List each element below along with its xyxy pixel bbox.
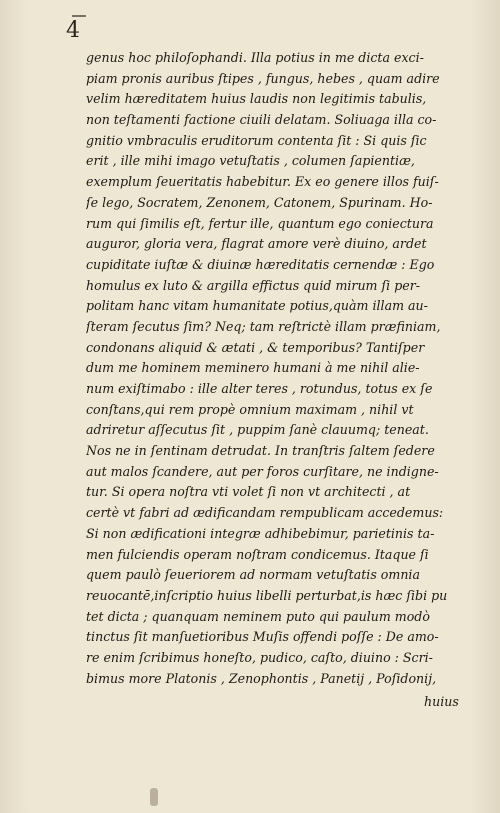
text-line: tet dicta ; quanquam neminem puto qui paulum modò: [86, 608, 430, 624]
text-line: tur. Si opera noſtra vti volet ſi non vt architecti , at: [86, 484, 411, 500]
text-line: aut malos ſcandere, aut per foros curſitare, ne indigne-: [86, 463, 439, 479]
text-line: reuocantē,inſcriptio huius libelli perturbat,is hæc ſibi pu: [86, 587, 448, 603]
text-line: cupiditate iuſtæ & diuinæ hæreditatis cernendæ : Ego: [86, 256, 435, 272]
text-line: tinctus ſit manſuetioribus Muſis offendi poſſe : De amo-: [86, 629, 439, 645]
text-line: auguror, gloria vera, flagrat amore verè diuino, ardet: [86, 236, 427, 252]
text-line: exemplum ſeueritatis habebitur. Ex eo genere illos fuiſ-: [86, 174, 439, 190]
text-line: adriretur aſſecutus ſit , puppim ſanè clauumq; teneat.: [86, 422, 429, 438]
text-line: politam hanc vitam humanitate potius,quàm illam au-: [86, 298, 428, 314]
text-line: non teſtamenti factione ciuili delatam. Soliuaga illa co-: [86, 112, 437, 128]
text-line: gnitio vmbraculis eruditorum contenta ſit : Si quis ſic: [86, 132, 427, 148]
text-line: erit , ille mihi imago vetuſtatis , columen ſapientiæ,: [86, 153, 415, 169]
ink-mark: [72, 15, 86, 17]
text-line: homulus ex luto & argilla effictus quid mirum ſi per-: [86, 277, 420, 293]
text-line: genus hoc philoſophandi. Illa potius in me dicta exci-: [86, 50, 424, 65]
text-line: re enim ſcribimus honeſto, pudico, caſto, diuino : Scri-: [86, 649, 433, 665]
text-line: condonans aliquid & ætati , & temporibus? Tantiſper: [86, 339, 425, 355]
body-text: [86, 48, 466, 689]
text-line: men fulciendis operam noſtram condicemus. Itaque ſi: [86, 546, 429, 562]
text-line: piam pronis auribus ſtipes , fungus, hebes , quam adire: [86, 70, 440, 86]
text-line: Nos ne in ſentinam detrudat. In tranſtris ſaltem ſedere: [86, 443, 435, 459]
text-line: certè vt fabri ad ædificandam rempublicam accedemus:: [86, 505, 444, 521]
ink-smudge: [150, 788, 158, 806]
catchword: huius: [424, 694, 459, 709]
text-line: velim hæreditatem huius laudis non legitimis tabulis,: [86, 91, 427, 107]
text-line: quem paulò ſeueriorem ad normam vetuſtatis omnia: [86, 567, 420, 583]
page-number: 4: [66, 18, 80, 43]
text-line: bimus more Platonis , Zenophontis , Panetij , Poſidonij,: [86, 670, 437, 686]
text-line: ſe lego, Socratem, Zenonem, Catonem, Spurinam. Ho-: [86, 194, 433, 210]
text-line: dum me hominem meminero humani à me nihil alie-: [86, 360, 420, 376]
text-line: rum qui ſimilis eſt, fertur ille, quantum ego coniectura: [86, 215, 434, 231]
text-line: Si non ædificationi integræ adhibebimur, parietinis ta-: [86, 525, 435, 541]
text-line: ſteram ſecutus ſim? Neq; tam reſtrictè illam præfiniam,: [86, 318, 441, 334]
text-line: num exiſtimabo : ille alter teres , rotundus, totus ex ſe: [86, 381, 433, 396]
text-line: conſtans,qui rem propè omnium maximam , nihil vt: [86, 401, 414, 417]
